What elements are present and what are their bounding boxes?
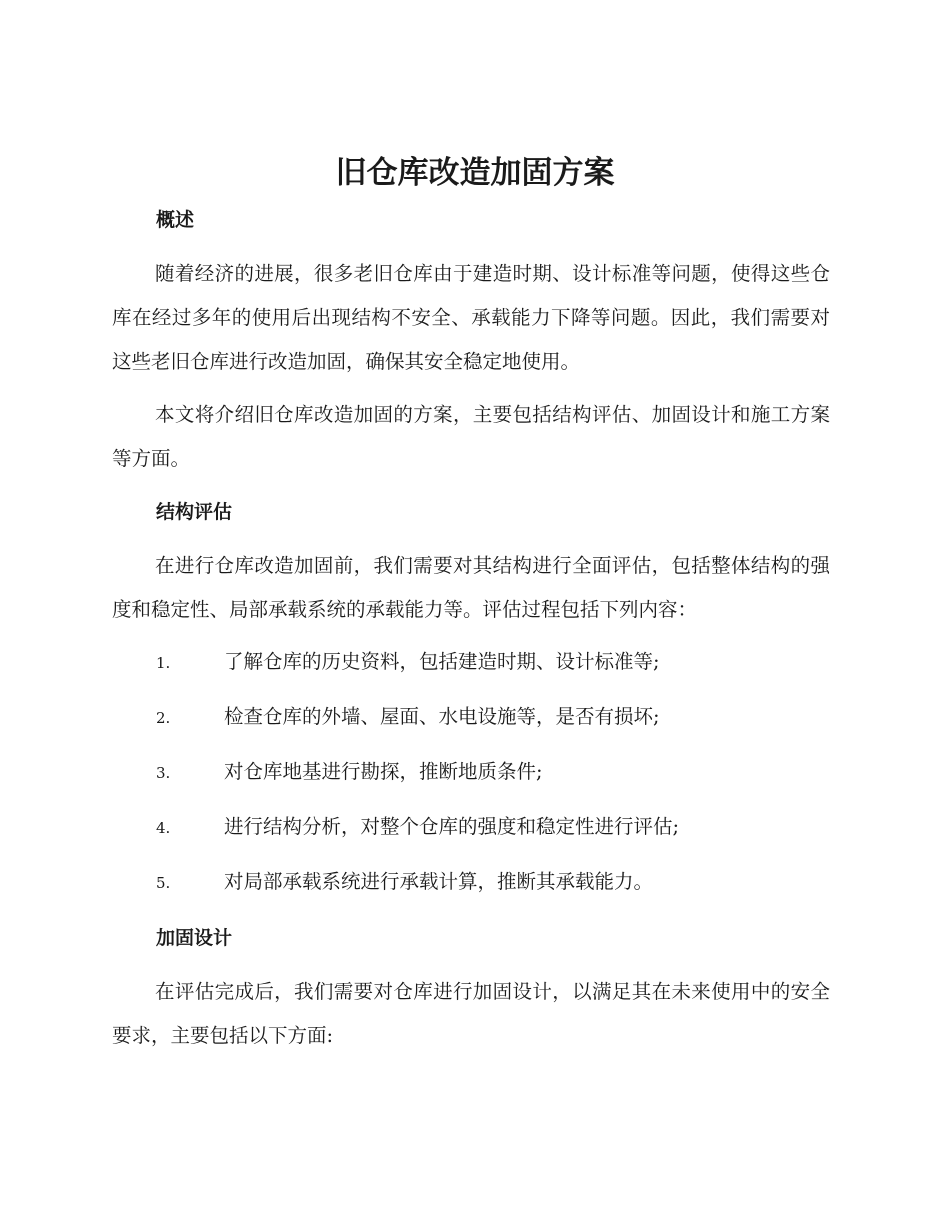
list-item xyxy=(156,648,836,677)
paragraph-overview-1: 随着经济的进展，很多老旧仓库由于建造时期、设计标准等问题，使得这些仓库在经过多年的使用后出现结构不安全、承载能力下降等问题。因此，我们需要对这些老旧仓库进行改造加固，确保其安全稳定地使用。 xyxy=(112,262,830,373)
list-item-number: 4. xyxy=(156,819,171,837)
section-heading-overview: 概述 xyxy=(156,209,195,231)
list-item-text: 检查仓库的外墙、屋面、水电设施等，是否有损坏; xyxy=(224,705,660,728)
paragraph-reinforcement-design: 在评估完成后，我们需要对仓库进行加固设计，以满足其在未来使用中的安全要求，主要包括以下方面: xyxy=(112,980,830,1047)
list-item xyxy=(156,813,836,842)
list-item-text: 对仓库地基进行勘探，推断地质条件; xyxy=(224,760,543,783)
list-item-number: 5. xyxy=(156,874,171,892)
list-item xyxy=(156,703,836,732)
list-item xyxy=(156,758,836,787)
list-item xyxy=(156,868,836,897)
document-title: 旧仓库改造加固方案 xyxy=(335,155,615,191)
list-item-number: 1. xyxy=(156,654,171,672)
paragraph-overview-2: 本文将介绍旧仓库改造加固的方案，主要包括结构评估、加固设计和施工方案等方面。 xyxy=(112,403,830,470)
list-item-number: 3. xyxy=(156,764,171,782)
list-item-text: 了解仓库的历史资料，包括建造时期、设计标准等; xyxy=(224,650,660,673)
section-heading-reinforcement-design: 加固设计 xyxy=(156,927,233,949)
list-item-text: 对局部承载系统进行承载计算，推断其承载能力。 xyxy=(224,870,654,893)
list-item-text: 进行结构分析，对整个仓库的强度和稳定性进行评估; xyxy=(224,815,680,838)
list-item-number: 2. xyxy=(156,709,171,727)
section-heading-structure-assessment: 结构评估 xyxy=(156,501,233,523)
paragraph-structure-assessment: 在进行仓库改造加固前，我们需要对其结构进行全面评估，包括整体结构的强度和稳定性、局部承载系统的承载能力等。评估过程包括下列内容： xyxy=(112,554,830,621)
